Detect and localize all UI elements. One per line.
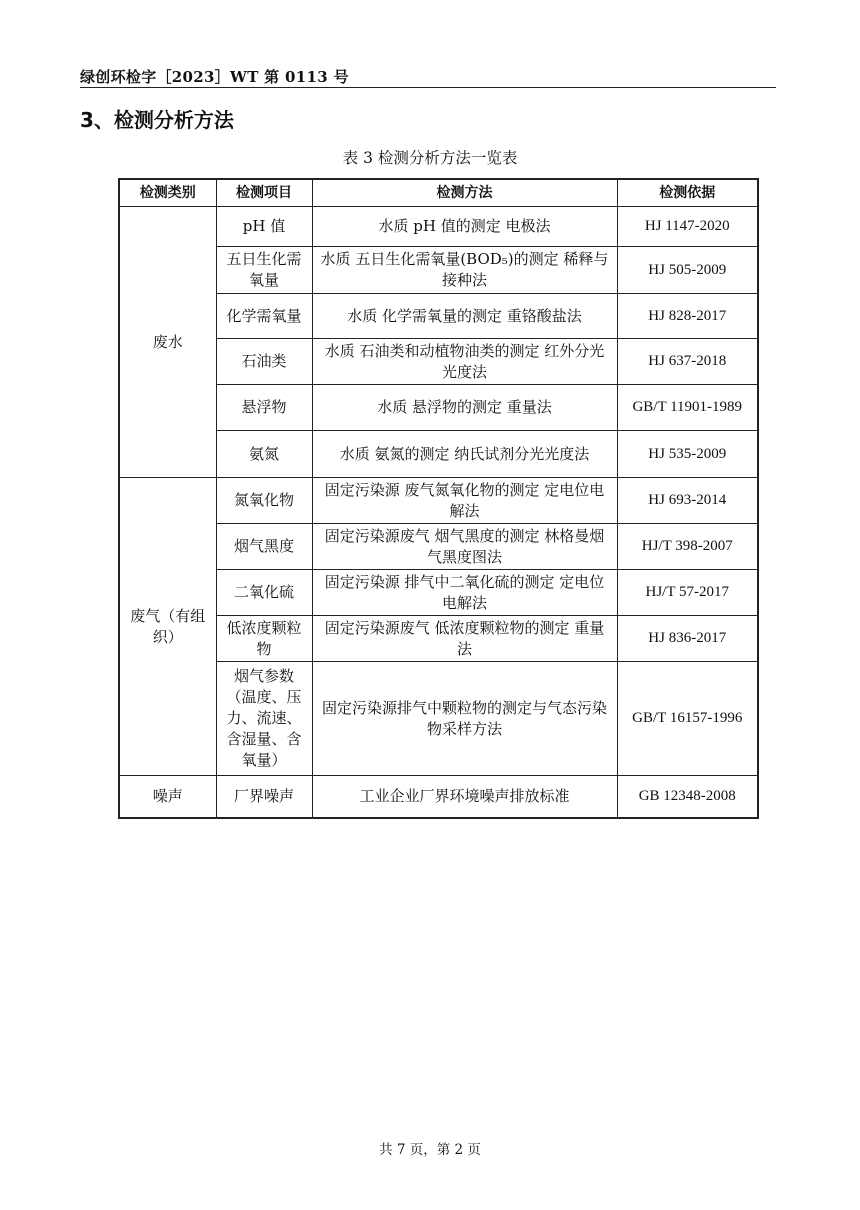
method-cell: 工业企业厂界环境噪声排放标准 — [312, 776, 617, 818]
item-cell: 化学需氧量 — [216, 294, 312, 339]
item-cell: 低浓度颗粒物 — [216, 616, 312, 662]
basis-cell: HJ 637-2018 — [617, 339, 758, 385]
item-cell: 悬浮物 — [216, 385, 312, 431]
basis-cell: HJ 1147-2020 — [617, 207, 758, 247]
item-cell: 五日生化需氧量 — [216, 247, 312, 294]
basis-cell: HJ/T 57-2017 — [617, 570, 758, 616]
basis-cell: HJ 535-2009 — [617, 431, 758, 478]
method-cell: 水质 氨氮的测定 纳氏试剂分光光度法 — [312, 431, 617, 478]
method-cell: 固定污染源废气 低浓度颗粒物的测定 重量法 — [312, 616, 617, 662]
category-cell: 废水 — [119, 207, 216, 478]
header-divider — [80, 87, 776, 88]
category-cell: 废气（有组织） — [119, 478, 216, 776]
table-row — [119, 478, 758, 524]
table-row — [119, 776, 758, 818]
section-title: 3、检测分析方法 — [80, 108, 234, 132]
item-cell: 氨氮 — [216, 431, 312, 478]
basis-cell: GB 12348-2008 — [617, 776, 758, 818]
column-header: 检测依据 — [617, 179, 758, 207]
item-cell: 烟气参数（温度、压力、流速、含湿量、含氧量） — [216, 662, 312, 776]
basis-cell: GB/T 16157-1996 — [617, 662, 758, 776]
methods-table — [118, 178, 759, 819]
page-footer: 共 7 页，第 2 页 — [379, 1142, 481, 1158]
item-cell: 二氧化硫 — [216, 570, 312, 616]
basis-cell: HJ 828-2017 — [617, 294, 758, 339]
basis-cell: HJ 836-2017 — [617, 616, 758, 662]
method-cell: 固定污染源排气中颗粒物的测定与气态污染物采样方法 — [312, 662, 617, 776]
basis-cell: HJ/T 398-2007 — [617, 524, 758, 570]
method-cell: 水质 悬浮物的测定 重量法 — [312, 385, 617, 431]
table-row — [119, 207, 758, 247]
column-header: 检测类别 — [119, 179, 216, 207]
report-number: 绿创环检字［2023］WT 第 0113 号 — [80, 68, 349, 86]
column-header: 检测方法 — [312, 179, 617, 207]
item-cell: 氮氧化物 — [216, 478, 312, 524]
method-cell: 水质 石油类和动植物油类的测定 红外分光光度法 — [312, 339, 617, 385]
table-header-row — [119, 179, 758, 207]
item-cell: pH 值 — [216, 207, 312, 247]
item-cell: 烟气黑度 — [216, 524, 312, 570]
basis-cell: GB/T 11901-1989 — [617, 385, 758, 431]
table-caption: 表 3 检测分析方法一览表 — [342, 149, 518, 167]
method-cell: 固定污染源废气 烟气黑度的测定 林格曼烟气黑度图法 — [312, 524, 617, 570]
item-cell: 厂界噪声 — [216, 776, 312, 818]
method-cell: 水质 化学需氧量的测定 重铬酸盐法 — [312, 294, 617, 339]
category-cell: 噪声 — [119, 776, 216, 818]
column-header: 检测项目 — [216, 179, 312, 207]
basis-cell: HJ 505-2009 — [617, 247, 758, 294]
method-cell: 水质 五日生化需氧量(BOD₅)的测定 稀释与接种法 — [312, 247, 617, 294]
method-cell: 水质 pH 值的测定 电极法 — [312, 207, 617, 247]
method-cell: 固定污染源 排气中二氧化硫的测定 定电位电解法 — [312, 570, 617, 616]
method-cell: 固定污染源 废气氮氧化物的测定 定电位电解法 — [312, 478, 617, 524]
basis-cell: HJ 693-2014 — [617, 478, 758, 524]
item-cell: 石油类 — [216, 339, 312, 385]
